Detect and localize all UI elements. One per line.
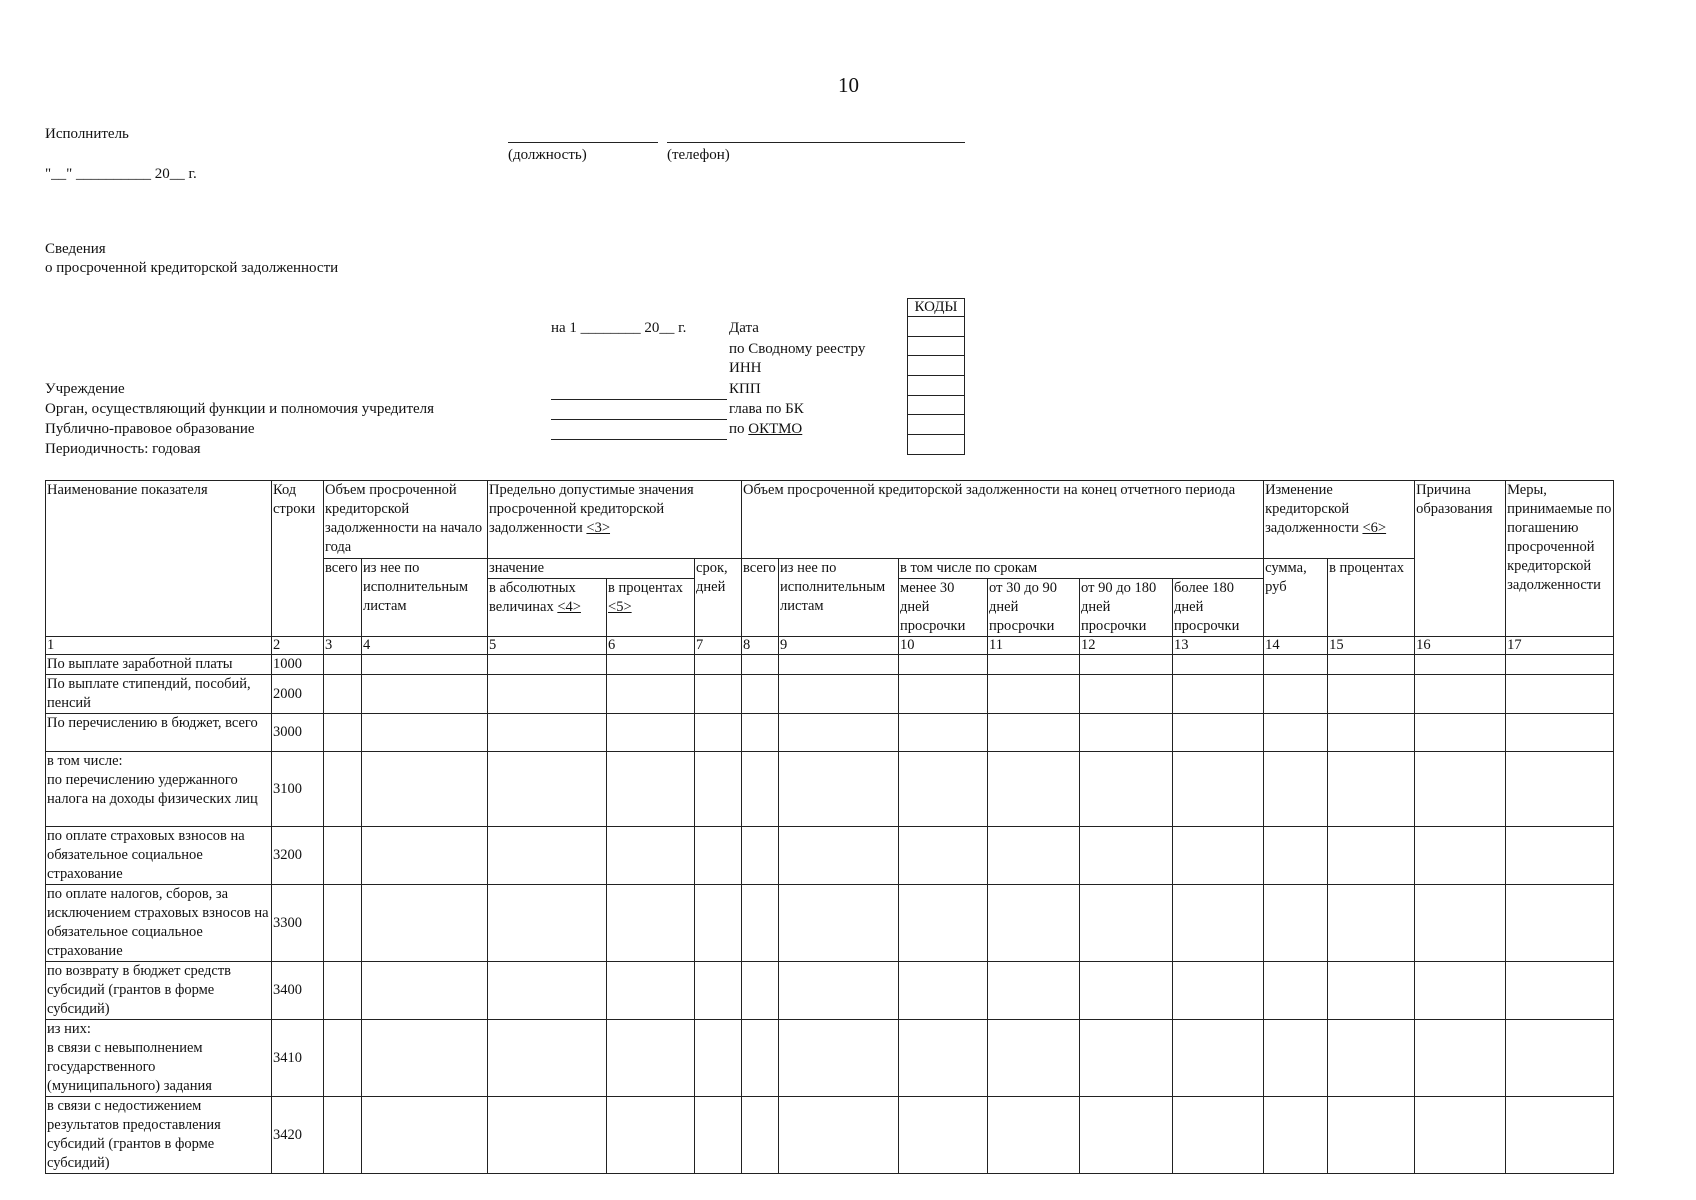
label-chapter: глава по БК [729,401,804,417]
founder-line [551,419,727,420]
column-number: 17 [1506,637,1614,655]
value-cell-col-3[interactable] [324,714,362,752]
value-cell-col-4[interactable] [362,752,488,827]
row-code: 3410 [272,1020,324,1097]
value-cell-col-8[interactable] [742,1020,779,1097]
report-date: на 1 ________ 20__ г. [551,320,687,336]
table-row [46,827,1614,885]
header-limits-term: срок, дней [695,559,742,637]
header-term-lt30: менее 30 дней просрочки [899,579,988,637]
header-indicator: Наименование показателя [46,481,272,637]
public-entity-line [551,439,727,440]
institution-line [551,399,727,400]
value-cell-col-4[interactable] [362,714,488,752]
table-row [46,714,1614,752]
value-cell-col-13[interactable] [1173,885,1264,962]
value-cell-col-8[interactable] [742,827,779,885]
value-cell-col-17[interactable] [1506,1097,1614,1174]
overdue-payables-table [45,480,1614,1174]
row-code: 3000 [272,714,324,752]
value-cell-col-6[interactable] [607,655,695,675]
value-cell-col-17[interactable] [1506,655,1614,675]
column-number: 10 [899,637,988,655]
header-code: Код строки [272,481,324,637]
value-cell-col-6[interactable] [607,675,695,714]
value-cell-col-4[interactable] [362,885,488,962]
value-cell-col-14[interactable] [1264,885,1328,962]
value-cell-col-7[interactable] [695,1020,742,1097]
value-cell-col-6[interactable] [607,1097,695,1174]
oktmo-link[interactable]: ОКТМО [748,421,803,437]
row-code: 3400 [272,962,324,1020]
value-cell-col-4[interactable] [362,675,488,714]
table-row [46,885,1614,962]
value-cell-col-12[interactable] [1080,827,1173,885]
value-cell-col-9[interactable] [779,1097,899,1174]
value-cell-col-7[interactable] [695,1097,742,1174]
row-code: 2000 [272,675,324,714]
header-end-volume: Объем просроченной кредиторской задолженности на конец отчетного периода [742,481,1264,559]
row-name: По выплате стипендий, пособий, пенсий [46,675,272,714]
value-cell-col-11[interactable] [988,962,1080,1020]
phone-caption: (телефон) [667,147,730,163]
value-cell-col-14[interactable] [1264,962,1328,1020]
column-number: 8 [742,637,779,655]
value-cell-col-8[interactable] [742,752,779,827]
value-cell-col-11[interactable] [988,675,1080,714]
value-cell-col-16[interactable] [1415,675,1506,714]
label-founder-body: Орган, осуществляющий функции и полномочия учредителя [45,401,435,417]
value-cell-col-3[interactable] [324,962,362,1020]
value-cell-col-16[interactable] [1415,655,1506,675]
header-start-total: всего [324,559,362,637]
value-cell-col-17[interactable] [1506,675,1614,714]
row-name: по оплате страховых взносов на обязательное социальное страхование [46,827,272,885]
label-inn: ИНН [729,360,762,376]
value-cell-col-8[interactable] [742,675,779,714]
value-cell-col-17[interactable] [1506,714,1614,752]
column-number: 14 [1264,637,1328,655]
code-cell-chapter[interactable] [908,395,965,415]
title-line-2: о просроченной кредиторской задолженности [45,260,339,276]
value-cell-col-14[interactable] [1264,1097,1328,1174]
executor-date: "__" __________ 20__ г. [45,166,197,182]
value-cell-col-13[interactable] [1173,827,1264,885]
header-end-total: всего [742,559,779,637]
row-name: по возврату в бюджет средств субсидий (грантов в форме субсидий) [46,962,272,1020]
value-cell-col-10[interactable] [899,885,988,962]
value-cell-col-10[interactable] [899,752,988,827]
value-cell-col-14[interactable] [1264,714,1328,752]
value-cell-col-12[interactable] [1080,1020,1173,1097]
value-cell-col-10[interactable] [899,1097,988,1174]
value-cell-col-17[interactable] [1506,752,1614,827]
value-cell-col-12[interactable] [1080,752,1173,827]
value-cell-col-12[interactable] [1080,714,1173,752]
value-cell-col-3[interactable] [324,752,362,827]
value-cell-col-10[interactable] [899,655,988,675]
value-cell-col-7[interactable] [695,675,742,714]
column-number: 1 [46,637,272,655]
value-cell-col-3[interactable] [324,827,362,885]
row-code: 1000 [272,655,324,675]
value-cell-col-8[interactable] [742,714,779,752]
value-cell-col-9[interactable] [779,885,899,962]
value-cell-col-9[interactable] [779,827,899,885]
value-cell-col-8[interactable] [742,885,779,962]
column-number: 7 [695,637,742,655]
value-cell-col-6[interactable] [607,827,695,885]
title-line-1: Сведения [45,241,106,257]
row-code: 3300 [272,885,324,962]
row-name: в том числе: по перечислению удержанного налога на доходы физических лиц [46,752,272,827]
value-cell-col-7[interactable] [695,714,742,752]
value-cell-col-14[interactable] [1264,752,1328,827]
row-name: из них: в связи с невыполнением государственного (муниципального) задания [46,1020,272,1097]
label-registry: по Сводному реестру [729,341,866,357]
value-cell-col-3[interactable] [324,1097,362,1174]
header-reason: Причина образования [1415,481,1506,637]
column-number: 5 [488,637,607,655]
column-number: 16 [1415,637,1506,655]
value-cell-col-6[interactable] [607,962,695,1020]
label-public-entity: Публично-правовое образование [45,421,255,437]
value-cell-col-17[interactable] [1506,827,1614,885]
value-cell-col-16[interactable] [1415,1097,1506,1174]
codes-box [907,298,965,455]
value-cell-col-9[interactable] [779,714,899,752]
value-cell-col-5[interactable] [488,675,607,714]
value-cell-col-16[interactable] [1415,1020,1506,1097]
value-cell-col-5[interactable] [488,714,607,752]
value-cell-col-10[interactable] [899,675,988,714]
value-cell-col-15[interactable] [1328,827,1415,885]
column-number: 13 [1173,637,1264,655]
label-oktmo: по ОКТМО [729,421,803,437]
column-number: 15 [1328,637,1415,655]
value-cell-col-7[interactable] [695,827,742,885]
value-cell-col-13[interactable] [1173,714,1264,752]
column-number: 12 [1080,637,1173,655]
value-cell-col-14[interactable] [1264,655,1328,675]
value-cell-col-13[interactable] [1173,752,1264,827]
value-cell-col-7[interactable] [695,962,742,1020]
value-cell-col-9[interactable] [779,1020,899,1097]
value-cell-col-15[interactable] [1328,675,1415,714]
code-cell-periodicity[interactable] [908,435,965,455]
value-cell-col-7[interactable] [695,752,742,827]
value-cell-col-8[interactable] [742,962,779,1020]
column-number: 9 [779,637,899,655]
value-cell-col-6[interactable] [607,714,695,752]
column-number: 2 [272,637,324,655]
header-start-writs: из нее по исполнительным листам [362,559,488,637]
value-cell-col-4[interactable] [362,962,488,1020]
value-cell-col-5[interactable] [488,655,607,675]
value-cell-col-10[interactable] [899,962,988,1020]
value-cell-col-4[interactable] [362,1097,488,1174]
value-cell-col-12[interactable] [1080,675,1173,714]
value-cell-col-5[interactable] [488,827,607,885]
value-cell-col-3[interactable] [324,675,362,714]
code-cell-registry[interactable] [908,336,965,356]
value-cell-col-15[interactable] [1328,1020,1415,1097]
position-caption: (должность) [508,147,587,163]
value-cell-col-15[interactable] [1328,655,1415,675]
label-periodicity: Периодичность: годовая [45,441,201,457]
value-cell-col-15[interactable] [1328,714,1415,752]
value-cell-col-10[interactable] [899,827,988,885]
row-name: в связи с недостижением результатов предоставления субсидий (грантов в форме субсидий) [46,1097,272,1174]
value-cell-col-9[interactable] [779,962,899,1020]
label-date: Дата [729,320,759,336]
value-cell-col-11[interactable] [988,714,1080,752]
value-cell-col-4[interactable] [362,655,488,675]
header-by-terms: в том числе по срокам [899,559,1264,579]
column-number: 3 [324,637,362,655]
value-cell-col-5[interactable] [488,1020,607,1097]
value-cell-col-6[interactable] [607,1020,695,1097]
value-cell-col-17[interactable] [1506,962,1614,1020]
table-row [46,962,1614,1020]
value-cell-col-5[interactable] [488,885,607,962]
header-term-90-180: от 90 до 180 дней просрочки [1080,579,1173,637]
row-code: 3100 [272,752,324,827]
value-cell-col-5[interactable] [488,1097,607,1174]
value-cell-col-15[interactable] [1328,1097,1415,1174]
value-cell-col-6[interactable] [607,752,695,827]
table-row [46,1097,1614,1174]
value-cell-col-16[interactable] [1415,827,1506,885]
value-cell-col-17[interactable] [1506,885,1614,962]
value-cell-col-10[interactable] [899,1020,988,1097]
value-cell-col-13[interactable] [1173,655,1264,675]
label-institution: Учреждение [45,381,125,397]
header-term-30-90: от 30 до 90 дней просрочки [988,579,1080,637]
value-cell-col-4[interactable] [362,827,488,885]
value-cell-col-14[interactable] [1264,1020,1328,1097]
value-cell-col-3[interactable] [324,1020,362,1097]
header-term-gt180: более 180 дней просрочки [1173,579,1264,637]
header-change-sum: сумма, руб [1264,559,1328,637]
header-limits: Предельно допустимые значения просроченной кредиторской задолженности <3> [488,481,742,559]
column-number: 4 [362,637,488,655]
header-limits-value: значение [488,559,695,579]
column-numbers-row [46,637,1614,655]
executor-label: Исполнитель [45,126,129,142]
table-row [46,655,1614,675]
row-name: По выплате заработной платы [46,655,272,675]
value-cell-col-15[interactable] [1328,962,1415,1020]
value-cell-col-10[interactable] [899,714,988,752]
value-cell-col-11[interactable] [988,1097,1080,1174]
value-cell-col-12[interactable] [1080,1097,1173,1174]
column-number: 6 [607,637,695,655]
value-cell-col-16[interactable] [1415,714,1506,752]
row-code: 3420 [272,1097,324,1174]
header-limits-abs: в абсолютных величинах <4> [488,579,607,637]
value-cell-col-11[interactable] [988,752,1080,827]
value-cell-col-9[interactable] [779,752,899,827]
value-cell-col-7[interactable] [695,885,742,962]
value-cell-col-11[interactable] [988,655,1080,675]
position-line [508,142,658,143]
value-cell-col-3[interactable] [324,885,362,962]
table-row [46,675,1614,714]
value-cell-col-13[interactable] [1173,675,1264,714]
code-cell-inn[interactable] [908,356,965,376]
value-cell-col-12[interactable] [1080,885,1173,962]
value-cell-col-12[interactable] [1080,655,1173,675]
value-cell-col-8[interactable] [742,655,779,675]
value-cell-col-14[interactable] [1264,675,1328,714]
value-cell-col-16[interactable] [1415,752,1506,827]
value-cell-col-11[interactable] [988,1020,1080,1097]
value-cell-col-5[interactable] [488,962,607,1020]
value-cell-col-6[interactable] [607,885,695,962]
phone-line [667,142,965,143]
header-end-writs: из нее по исполнительным листам [779,559,899,637]
value-cell-col-11[interactable] [988,885,1080,962]
value-cell-col-3[interactable] [324,655,362,675]
value-cell-col-4[interactable] [362,1020,488,1097]
value-cell-col-13[interactable] [1173,962,1264,1020]
header-start-volume: Объем просроченной кредиторской задолженности на начало года [324,481,488,559]
value-cell-col-12[interactable] [1080,962,1173,1020]
value-cell-col-14[interactable] [1264,827,1328,885]
header-measures: Меры, принимаемые по погашению просроченной кредиторской задолженности [1506,481,1614,637]
table-row [46,752,1614,827]
value-cell-col-9[interactable] [779,675,899,714]
code-cell-date[interactable] [908,317,965,337]
header-limits-pct: в процентах <5> [607,579,695,637]
table-row [46,1020,1614,1097]
value-cell-col-17[interactable] [1506,1020,1614,1097]
header-change-pct: в процентах [1328,559,1415,637]
code-cell-oktmo[interactable] [908,415,965,435]
value-cell-col-15[interactable] [1328,885,1415,962]
page-number: 10 [838,73,859,97]
row-name: по оплате налогов, сборов, за исключением страховых взносов на обязательное социальное страхование [46,885,272,962]
value-cell-col-9[interactable] [779,655,899,675]
value-cell-col-8[interactable] [742,1097,779,1174]
label-kpp: КПП [729,381,761,397]
value-cell-col-11[interactable] [988,827,1080,885]
value-cell-col-7[interactable] [695,655,742,675]
value-cell-col-15[interactable] [1328,752,1415,827]
value-cell-col-5[interactable] [488,752,607,827]
value-cell-col-16[interactable] [1415,962,1506,1020]
header-change: Изменение кредиторской задолженности <6> [1264,481,1415,559]
column-number: 11 [988,637,1080,655]
value-cell-col-16[interactable] [1415,885,1506,962]
row-name: По перечислению в бюджет, всего [46,714,272,752]
codes-header: КОДЫ [908,299,965,317]
value-cell-col-13[interactable] [1173,1097,1264,1174]
row-code: 3200 [272,827,324,885]
code-cell-kpp[interactable] [908,376,965,396]
value-cell-col-13[interactable] [1173,1020,1264,1097]
